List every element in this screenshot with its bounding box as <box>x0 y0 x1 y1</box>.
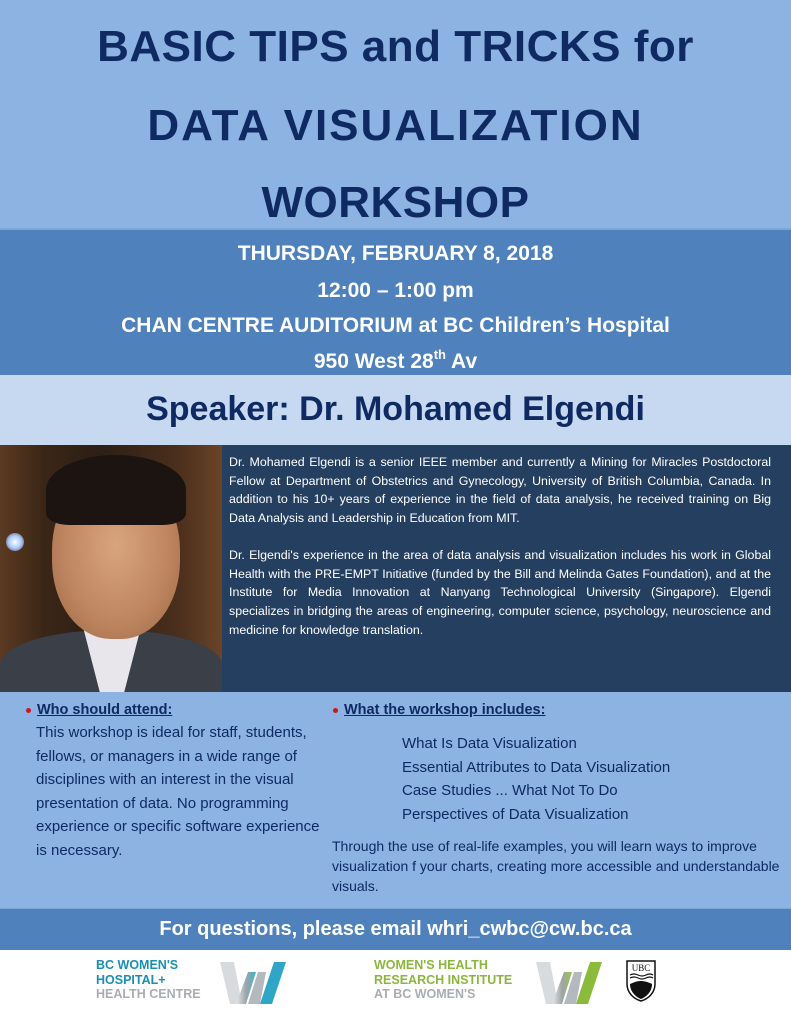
address-suffix: Av <box>446 350 478 373</box>
event-address <box>0 347 791 374</box>
workshop-includes-label: What the workshop includes: <box>344 702 546 718</box>
whri-logo <box>374 958 512 1002</box>
event-date: THURSDAY, FEBRUARY 8, 2018 <box>237 242 554 265</box>
event-time: 12:00 – 1:00 pm <box>317 279 474 302</box>
workshop-includes-column <box>332 702 782 896</box>
contact-email-text[interactable]: For questions, please email whri_cwbc@cw.bc.ca <box>159 918 632 940</box>
workshop-topics-list <box>402 732 782 826</box>
who-should-attend-column <box>25 702 325 863</box>
bcw-line-2: HOSPITAL+ <box>96 972 166 987</box>
bullet-icon <box>26 708 31 713</box>
workshop-closing-text: Through the use of real-life examples, you will learn ways to improve visualization f your charts, creating more accessible and understandable visuals. <box>332 838 780 895</box>
who-should-attend-heading <box>25 702 325 718</box>
speaker-bio <box>229 453 771 639</box>
list-item: Case Studies ... What Not To Do <box>402 782 618 800</box>
sponsor-logos <box>0 950 791 1024</box>
event-details-band <box>0 228 791 375</box>
address-prefix: 950 West 28 <box>313 350 434 373</box>
list-item: Essential Attributes to Data Visualization <box>402 758 671 776</box>
who-should-attend-text: This workshop is ideal for staff, students, fellows, or managers in a wide range of disciplines with an interest in the visual presentation of data. No programming experience or specific software experience is necessary. <box>36 724 320 859</box>
title-header <box>0 0 791 228</box>
speaker-photo <box>0 445 222 692</box>
list-item: Perspectives of Data Visualization <box>402 805 629 823</box>
bcw-line-1: BC WOMEN'S <box>96 958 179 972</box>
title-line-3: WORKSHOP <box>261 178 530 227</box>
bc-womens-logo <box>96 958 201 1002</box>
speaker-band <box>0 375 791 445</box>
title-line-2: DATA VISUALIZATION <box>147 101 644 150</box>
background-light <box>6 533 24 551</box>
details-section <box>0 692 791 908</box>
list-item: What Is Data Visualization <box>402 735 577 752</box>
contact-bar <box>0 908 791 950</box>
w-logo-icon <box>534 960 604 1006</box>
whri-line-2: RESEARCH INSTITUTE <box>374 972 513 987</box>
speaker-bio-section <box>0 445 791 692</box>
title-line-1: BASIC TIPS and TRICKS for <box>97 22 694 71</box>
address-ordinal: th <box>433 347 446 362</box>
speaker-heading: Speaker: Dr. Mohamed Elgendi <box>146 390 645 428</box>
event-venue: CHAN CENTRE AUDITORIUM at BC Children’s Hospital <box>121 314 670 337</box>
w-logo-icon <box>218 960 288 1006</box>
workshop-includes-heading <box>332 702 782 718</box>
ubc-crest-icon <box>626 960 656 1002</box>
photo-hair <box>46 455 186 525</box>
bio-paragraph-2: Dr. Elgendi's experience in the area of data analysis and visualization includes his work in Global Health with the PRE-EMPT Initiative (funded by the Bill and Melinda Gates Foundation), and at the Institute for Media Innovation at Nanyang Technological University (Singapore). Elgendi specializes in bridging the areas of engineering, computer science, psychology, neuroscience and medicine for knowledge translation. <box>229 547 771 637</box>
whri-line-1: WOMEN'S HEALTH <box>374 958 488 972</box>
who-should-attend-label: Who should attend: <box>37 702 173 718</box>
svg-text:UBC: UBC <box>631 963 651 973</box>
bullet-icon <box>333 708 338 713</box>
whri-line-3: AT BC WOMEN'S <box>374 987 476 1001</box>
bcw-line-3: HEALTH CENTRE <box>96 987 201 1001</box>
bio-paragraph-1: Dr. Mohamed Elgendi is a senior IEEE member and currently a Mining for Miracles Postdoctoral Fellow at Department of Obstetrics and Gynecology, University of British Columbia, Canada. In addition to his 10+ years of experience in the field of data analysis, he received training on Big Data Analysis and Leadership in Education from MIT. <box>229 455 771 526</box>
